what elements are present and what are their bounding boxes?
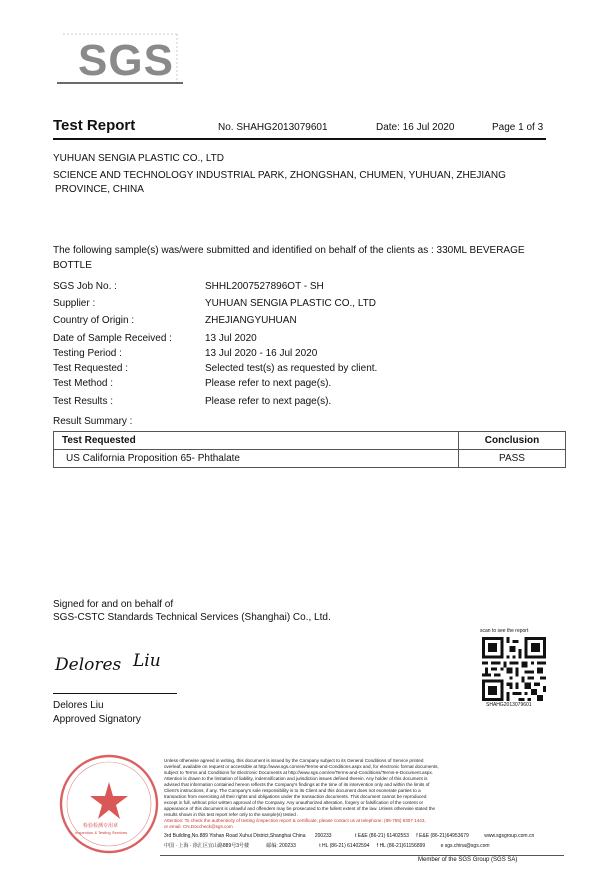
stamp-cn-text: 检验检测专用章 <box>83 823 119 829</box>
report-date: Date: 16 Jul 2020 <box>376 122 455 133</box>
field-label: Test Requested : <box>53 363 129 374</box>
field-value: 13 Jul 2020 <box>205 333 257 344</box>
col-test-requested: Test Requested <box>54 432 459 450</box>
page-indicator: Page 1 of 3 <box>492 122 544 133</box>
table-row <box>54 450 566 468</box>
field-value: SHHL2007527896OT - SH <box>205 281 324 292</box>
disclaimer-line: advised that information contained hereon reflects the Company's findings at the time of its intervention only and within the limits of <box>164 782 430 787</box>
footer-address-en-row <box>164 833 534 839</box>
disclaimer-line: Attention is drawn to the limitation of liability, indemnification and jurisdiction issues defined therein. Any holder of this document is <box>164 776 428 781</box>
field-label: Country of Origin : <box>53 315 135 326</box>
official-stamp <box>57 752 161 856</box>
qr-caption-top: scan to see the report <box>480 628 529 634</box>
footer-disclaimer <box>164 758 564 830</box>
cell-conclusion: PASS <box>459 450 566 468</box>
field-value: ZHEJIANGYUHUAN <box>205 315 297 326</box>
intro-line2: BOTTLE <box>53 260 92 271</box>
attention-line: Attention: To check the authenticity of testing /inspection report & certificate, please contact us at telephone: (86-755) 8307 1443, <box>164 818 426 823</box>
field-label: Test Method : <box>53 378 114 389</box>
field-value: YUHUAN SENGIA PLASTIC CO., LTD <box>205 298 376 309</box>
field-label: Supplier : <box>53 298 96 309</box>
address-cn: 中国 · 上海 · 徐汇区宜山路889号3号楼 <box>164 843 250 849</box>
col-conclusion: Conclusion <box>459 432 566 450</box>
postcode-cn: 邮编: 200233 <box>266 843 296 849</box>
qr-code-icon[interactable] <box>481 636 547 702</box>
header-divider <box>53 138 546 140</box>
fax-cn: f HL (86-21)61156899 <box>376 843 426 849</box>
field-label: Test Results : <box>53 396 114 407</box>
footer-address-cn-row <box>164 842 490 849</box>
client-name: YUHUAN SENGIA PLASTIC CO., LTD <box>53 153 224 164</box>
field-value: 13 Jul 2020 - 16 Jul 2020 <box>205 348 318 359</box>
cell-test: US California Proposition 65- Phthalate <box>54 450 459 468</box>
signature-first: Delores <box>55 655 122 675</box>
client-address-line1: SCIENCE AND TECHNOLOGY INDUSTRIAL PARK, ZHONGSHAN, CHUMEN, YUHUAN, ZHEJIANG <box>53 170 506 181</box>
signed-line2: SGS-CSTC Standards Technical Services (Shanghai) Co., Ltd. <box>53 612 331 623</box>
field-value: Selected test(s) as requested by client. <box>205 363 378 374</box>
postcode-en: 200233 <box>314 833 332 839</box>
tel-en: t E&E (86-21) 61402553 <box>354 833 409 839</box>
address-en: 3rd Building,No.889 Yishan Road Xuhui District,Shanghai China <box>164 833 306 839</box>
website-link[interactable]: www.sgsgroup.com.cn <box>484 833 535 839</box>
disclaimer-line: Client's instructions, if any. The Company's sole responsibility is to its Client and this document does not exonerate parties to a <box>164 788 421 793</box>
report-number: No. SHAHG2013079601 <box>218 122 328 133</box>
signatory-name: Delores Liu <box>53 700 104 711</box>
sgs-logo: SGS <box>78 36 174 85</box>
client-address-line2: PROVINCE, CHINA <box>55 184 144 195</box>
footer-divider <box>160 855 564 856</box>
result-summary-table <box>53 431 566 468</box>
signature-line <box>53 693 177 694</box>
intro-line1: The following sample(s) was/were submitted and identified on behalf of the clients as : 330ML BEVERAGE <box>53 245 525 256</box>
field-label: SGS Job No. : <box>53 281 117 292</box>
stamp-en-text: Inspection & Testing Services <box>75 830 128 835</box>
disclaimer-line: overleaf, available on request or accessible at http://www.sgs.com/en/Terms-and-Conditions.aspx and, for electronic format documents, <box>164 764 439 769</box>
field-label: Date of Sample Received : <box>53 333 172 344</box>
field-value: Please refer to next page(s). <box>205 378 332 389</box>
field-value: Please refer to next page(s). <box>205 396 332 407</box>
disclaimer-line: Unless otherwise agreed in writing, this document is issued by the Company subject to its General Conditions of Service printed <box>164 758 424 763</box>
attention-email-line: or email: CN.Doccheck@sgs.com <box>164 824 233 829</box>
member-line: Member of the SGS Group (SGS SA) <box>418 857 518 863</box>
disclaimer-line: transaction from exercising all their rights and obligations under the transaction documents. This document cannot be reproduced <box>164 794 427 799</box>
qr-caption-bottom: SHAHG2013079601 <box>486 702 532 708</box>
field-label: Testing Period : <box>53 348 122 359</box>
email-link[interactable]: e sgs.china@sgs.com <box>440 843 490 849</box>
disclaimer-line: except in full, without prior written approval of the Company. Any unauthorized alteration, forgery or falsification of the content or <box>164 800 424 805</box>
disclaimer-line: subject to Terms and Conditions for Electronic Documents at http://www.sgs.com/en/Terms-and-Conditions/Terms-e-Document.aspx. <box>164 770 434 775</box>
result-summary-label: Result Summary : <box>53 416 133 427</box>
stamp-seal-icon <box>57 752 161 856</box>
tel-cn: t HL (86-21) 61402594 <box>319 843 370 849</box>
disclaimer-line: results shown in this test report refer only to the sample(s) tested . <box>164 812 299 817</box>
signatory-title: Approved Signatory <box>53 714 141 725</box>
qr-code-graphic <box>482 637 546 701</box>
page-title: Test Report <box>53 117 136 134</box>
disclaimer-line: appearance of this document is unlawful and offenders may be prosecuted to the fullest extent of the law. Unless otherwise stated the <box>164 806 436 811</box>
signature-last: Liu <box>133 651 161 671</box>
signed-line1: Signed for and on behalf of <box>53 599 174 610</box>
table-header-row <box>54 432 566 450</box>
fax-en: f E&E (86-21)64953679 <box>416 833 469 839</box>
